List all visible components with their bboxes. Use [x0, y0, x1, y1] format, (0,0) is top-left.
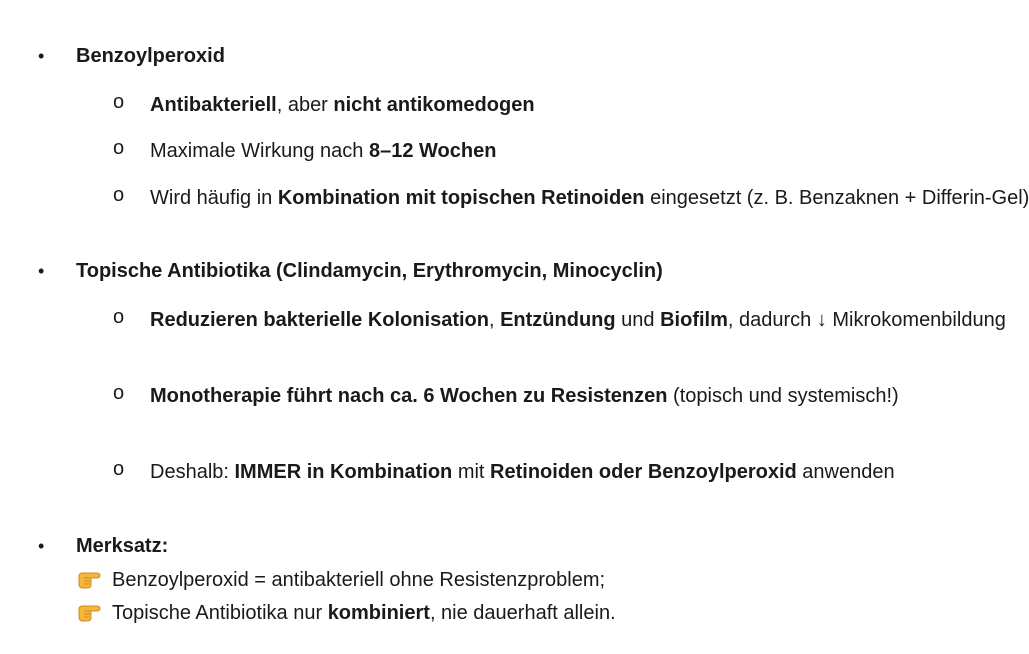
sub-bullet: o	[113, 91, 125, 113]
text-run: IMMER in Kombination	[234, 461, 453, 483]
sub-item-text	[150, 382, 899, 411]
sub-bullet: o	[113, 458, 125, 480]
text-run: , dadurch ↓ Mikrokomenbildung	[727, 309, 1006, 331]
sub-bullet: o	[113, 184, 125, 206]
text-run: Wird häufig in	[150, 187, 278, 209]
merksatz-line	[76, 600, 616, 625]
text-run: nicht antikomedogen	[333, 94, 535, 116]
text-run: Monotherapie führt nach ca. 6 Wochen zu Resistenzen	[150, 385, 668, 407]
text-run: Entzündung	[500, 309, 616, 331]
bullet: •	[38, 261, 45, 281]
text-run: Topische Antibiotika nur	[112, 602, 328, 624]
sub-item-text	[150, 306, 1006, 335]
text-run: mit	[452, 461, 491, 483]
text-run: Benzoylperoxid = antibakteriell ohne Resistenzproblem;	[112, 569, 606, 591]
sub-item-text	[150, 184, 1029, 213]
text-run: Antibakteriell	[150, 94, 277, 116]
text-run: Biofilm	[660, 309, 728, 331]
text-run: ,	[488, 309, 501, 331]
text-run: Deshalb:	[150, 461, 235, 483]
section-title: Topische Antibiotika (Clindamycin, Erythromycin, Minocyclin)	[76, 260, 663, 282]
section-title: Benzoylperoxid	[76, 45, 225, 67]
text-run: Maximale Wirkung nach	[150, 140, 369, 162]
text-run: eingesetzt (z. B. Benzaknen + Differin-Gel)	[644, 187, 1029, 209]
text-run: (topisch und systemisch!)	[667, 385, 899, 407]
text-run: Kombination mit topischen Retinoiden	[277, 187, 645, 209]
text-run: Retinoiden oder Benzoylperoxid	[490, 461, 797, 483]
merksatz-title: Merksatz:	[76, 535, 169, 557]
bullet: •	[38, 536, 45, 556]
text-run: anwenden	[796, 461, 895, 483]
text-run: und	[615, 309, 661, 331]
text-run: , nie dauerhaft allein.	[429, 602, 616, 624]
sub-item-text	[150, 91, 885, 120]
text-run: Reduzieren bakterielle Kolonisation	[150, 309, 489, 331]
sub-bullet: o	[113, 306, 125, 328]
bullet: •	[38, 46, 45, 66]
text-run: , aber	[276, 94, 334, 116]
pointing-hand-icon	[76, 567, 104, 592]
sub-item-text	[150, 458, 895, 487]
sub-item-text	[150, 137, 885, 166]
pointing-hand-icon	[76, 600, 104, 625]
merksatz-line	[76, 567, 605, 592]
text-run: kombiniert	[327, 602, 430, 624]
sub-bullet: o	[113, 382, 125, 404]
text-run: 8–12 Wochen	[368, 140, 497, 162]
sub-bullet: o	[113, 137, 125, 159]
